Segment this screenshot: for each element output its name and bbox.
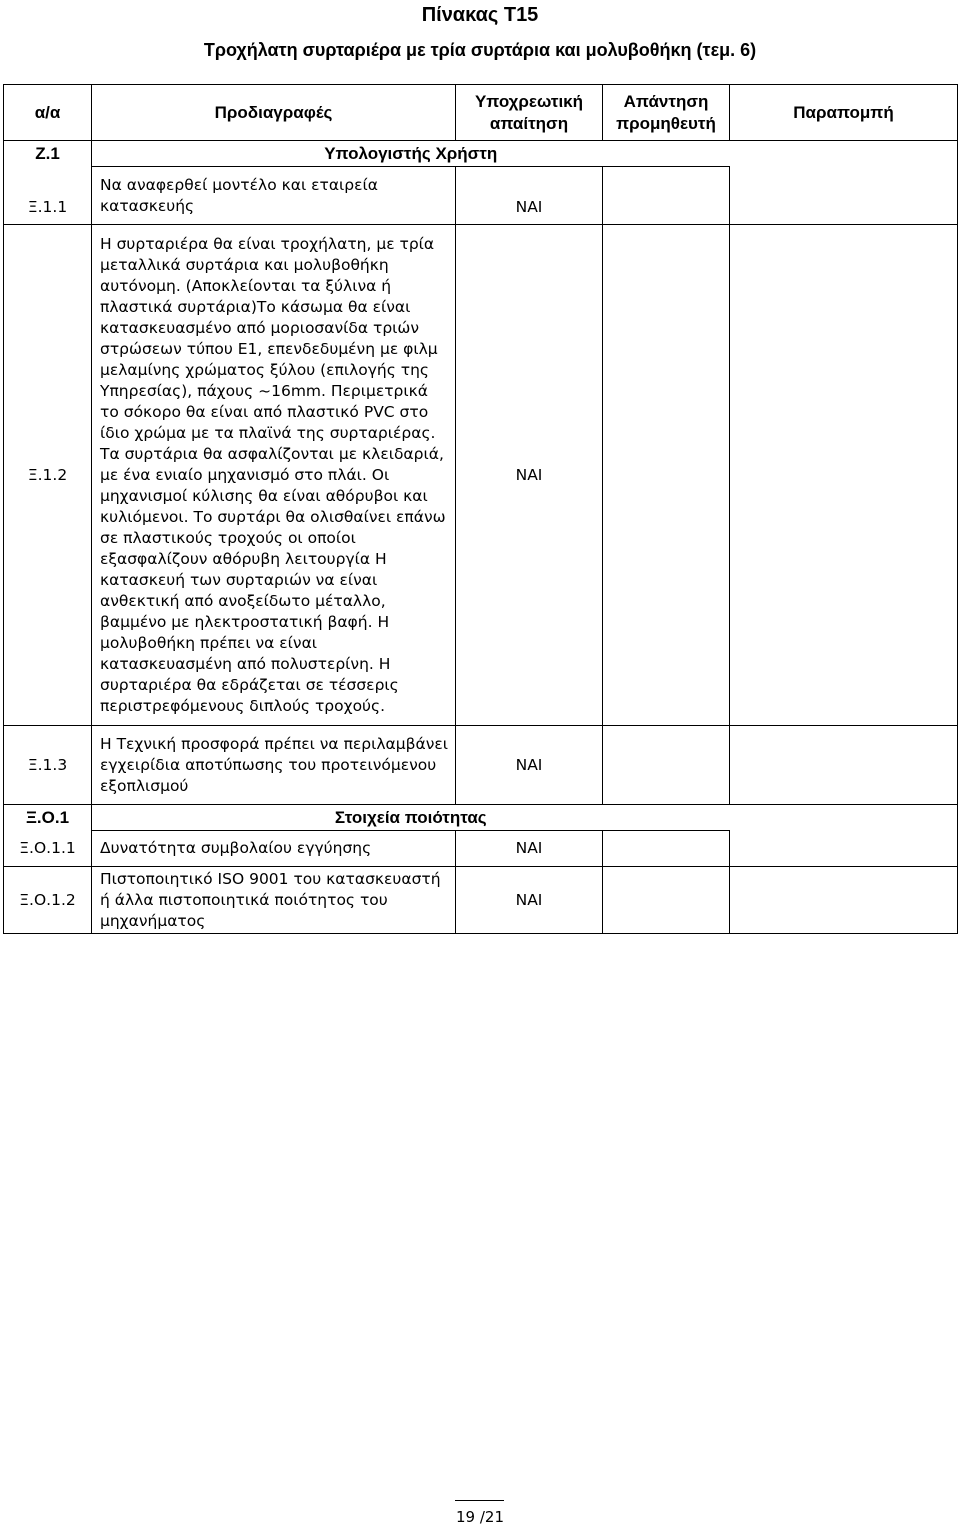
row-spec-text: Πιστοποιητικό ISO 9001 του κατασκευαστή ή άλλα πιστοποιητικά ποιότητος του μηχανήματος bbox=[92, 867, 456, 934]
row-required: ΝΑΙ bbox=[456, 167, 603, 225]
row-reference[interactable] bbox=[730, 867, 958, 934]
section-row bbox=[4, 805, 958, 831]
header-reference: Παραπομπή bbox=[730, 85, 958, 141]
row-reference[interactable] bbox=[730, 831, 958, 867]
row-reference[interactable] bbox=[730, 167, 958, 225]
row-answer[interactable] bbox=[603, 726, 730, 805]
row-id: Ξ.1.2 bbox=[4, 225, 92, 726]
row-required: ΝΑΙ bbox=[456, 831, 603, 867]
table-row bbox=[4, 726, 958, 805]
table-row bbox=[4, 867, 958, 934]
section-label: Υπολογιστής Χρήστη bbox=[92, 141, 730, 167]
page-number: 19 /21 bbox=[456, 1508, 504, 1526]
row-spec-text: Η συρταριέρα θα είναι τροχήλατη, με τρία μεταλλικά συρτάρια και μολυβοθήκη αυτόνομη. (Αποκλείονται τα ξύλινα ή πλαστικά συρτάρια)Το κάσωμα θα είναι κατασκευασμένο από μοριοσανίδα τριών στρώσεων τύπου Ε1, επενδεδυμένη με φιλμ μελαμίνης χρώματος ξύλου (επιλογής της Υπηρεσίας), πάχους ~16mm. Περιμετρικά το σόκορο θα είναι από πλαστικό PVC στο ίδιο χρώμα με τα πλαϊνά της συρταριέρας. Τα συρτάρια θα ασφαλίζονται με κλειδαριά, με ένα ενιαίο μηχανισμό στο πλάι. Οι μηχανισμοί κύλισης θα είναι αθόρυβοι και κυλιόμενοι. Το συρτάρι θα ολισθαίνει επάνω σε πλαστικούς τροχούς οι οποίοι εξασφαλίζουν αθόρυβη λειτουργία Η κατασκευή των συρταριών να είναι ανθεκτική από ανοξείδωτο μέταλλο, βαμμένο με ηλεκτροστατική βαφή. Η μολυβοθήκη πρέπει να είναι κατασκευασμένη από πολυστερίνη. Η συρταριέρα θα εδράζεται σε τέσσερις περιστρεφόμενους διπλούς τροχούς. bbox=[92, 225, 456, 726]
row-answer[interactable] bbox=[603, 831, 730, 867]
table-subtitle: Τροχήλατη συρταριέρα με τρία συρτάρια και μολυβοθήκη (τεμ. 6) bbox=[203, 40, 757, 60]
row-spec-text: Δυνατότητα συμβολαίου εγγύησης bbox=[92, 831, 456, 867]
row-answer[interactable] bbox=[603, 167, 730, 225]
section-row bbox=[4, 141, 958, 167]
table-title: Πίνακας T15 bbox=[421, 4, 539, 26]
header-required: Υποχρεωτική απαίτηση bbox=[456, 85, 603, 141]
table-row bbox=[4, 167, 958, 225]
section-id: Ζ.1 bbox=[4, 141, 92, 167]
row-spec-text: Η Τεχνική προσφορά πρέπει να περιλαμβάνει εγχειρίδια αποτύπωσης του προτεινόμενου εξοπλισμού bbox=[92, 726, 456, 805]
spec-table bbox=[3, 84, 958, 934]
section-id: Ξ.Ο.1 bbox=[4, 805, 92, 831]
table-row bbox=[4, 831, 958, 867]
row-answer[interactable] bbox=[603, 867, 730, 934]
footer-divider bbox=[455, 1500, 504, 1501]
row-required: ΝΑΙ bbox=[456, 726, 603, 805]
header-aa: α/α bbox=[4, 85, 92, 141]
row-answer[interactable] bbox=[603, 225, 730, 726]
header-answer: Απάντηση προμηθευτή bbox=[603, 85, 730, 141]
row-reference[interactable] bbox=[730, 225, 958, 726]
row-spec-text: Να αναφερθεί μοντέλο και εταιρεία κατασκευής bbox=[92, 167, 456, 225]
row-reference[interactable] bbox=[730, 726, 958, 805]
row-id: Ξ.1.1 bbox=[4, 167, 92, 225]
row-id: Ξ.Ο.1.1 bbox=[4, 831, 92, 867]
header-row bbox=[4, 85, 958, 141]
row-required: ΝΑΙ bbox=[456, 225, 603, 726]
row-id: Ξ.1.3 bbox=[4, 726, 92, 805]
row-required: ΝΑΙ bbox=[456, 867, 603, 934]
header-specs: Προδιαγραφές bbox=[92, 85, 456, 141]
table-row bbox=[4, 225, 958, 726]
row-id: Ξ.Ο.1.2 bbox=[4, 867, 92, 934]
section-label: Στοιχεία ποιότητας bbox=[92, 805, 730, 831]
